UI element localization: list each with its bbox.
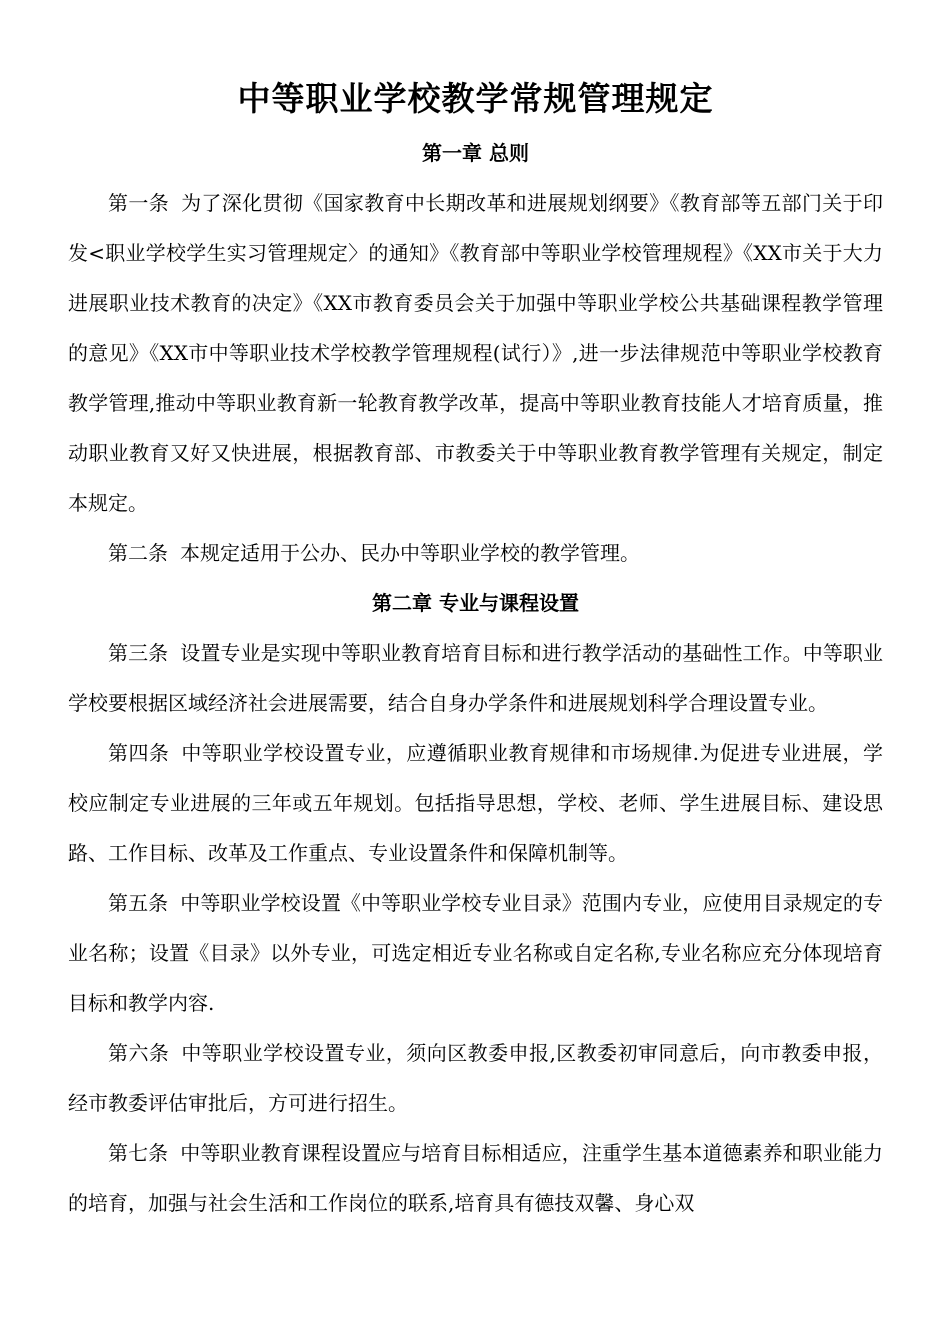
article-text: 为了深化贯彻《国家教育中长期改革和进展规划纲要》《教育部等五部门关于印发<职业学校学生实习管理规定〉的通知》《教育部中等职业学校管理规程》《XX市关于大力进展职业技术教育的决定》《XX市教育委员会关于加强中等职业学校公共基础课程教学管理的意见》《XX市中等职业技术学校教学管理规程(试行）》,进一步法律规范中等职业学校教育教学管理,推动中等职业教育新一轮教育教学改革，提高中等职业教育技能人才培育质量，推动职业教育又好又快进展，根据教育部、市教委关于中等职业教育教学管理有关规定，制定本规定。: [68, 191, 884, 515]
article-number: 第五条: [108, 891, 169, 915]
chapter-heading: 第二章 专业与课程设置: [372, 591, 579, 615]
article-paragraph: [68, 628, 883, 728]
article-paragraph: [68, 528, 883, 578]
article-text: 设置专业是实现中等职业教育培育目标和进行教学活动的基础性工作。中等职业学校要根据区域经济社会进展需要，结合自身办学条件和进展规划科学合理设置专业。: [68, 641, 884, 715]
article-paragraph: [68, 728, 883, 878]
article-paragraph: [68, 1028, 883, 1128]
article-text: 中等职业学校设置专业，须向区教委申报,区教委初审同意后，向市教委申报，经市教委评估审批后，方可进行招生。: [68, 1041, 884, 1115]
article-number: 第二条: [108, 541, 168, 565]
document-title: 中等职业学校教学常规管理规定: [237, 79, 714, 118]
article-number: 第四条: [108, 741, 170, 765]
article-text: 本规定适用于公办、民办中等职业学校的教学管理。: [180, 541, 640, 565]
chapter-heading: 第一章 总则: [422, 141, 529, 165]
chapter-1: [68, 128, 883, 578]
chapter-2: [68, 578, 883, 1228]
article-text: 中等职业学校设置专业，应遵循职业教育规律和市场规律.为促进专业进展，学校应制定专业进展的三年或五年规划。包括指导思想，学校、老师、学生进展目标、建设思路、工作目标、改革及工作重点、专业设置条件和保障机制等。: [68, 741, 884, 865]
article-number: 第七条: [108, 1141, 169, 1165]
article-number: 第六条: [108, 1041, 170, 1065]
article-text: 中等职业教育课程设置应与培育目标相适应，注重学生基本道德素养和职业能力的培育，加强与社会生活和工作岗位的联系,培育具有德技双馨、身心双: [68, 1141, 884, 1215]
document-page: [68, 70, 883, 1228]
article-text: 中等职业学校设置《中等职业学校专业目录》范围内专业，应使用目录规定的专业名称；设置《目录》以外专业，可选定相近专业名称或自定名称,专业名称应充分体现培育目标和教学内容.: [68, 891, 884, 1015]
article-number: 第一条: [108, 191, 170, 215]
article-paragraph: [68, 178, 883, 528]
article-paragraph: [68, 878, 883, 1028]
article-paragraph: [68, 1128, 883, 1228]
article-number: 第三条: [108, 641, 169, 665]
